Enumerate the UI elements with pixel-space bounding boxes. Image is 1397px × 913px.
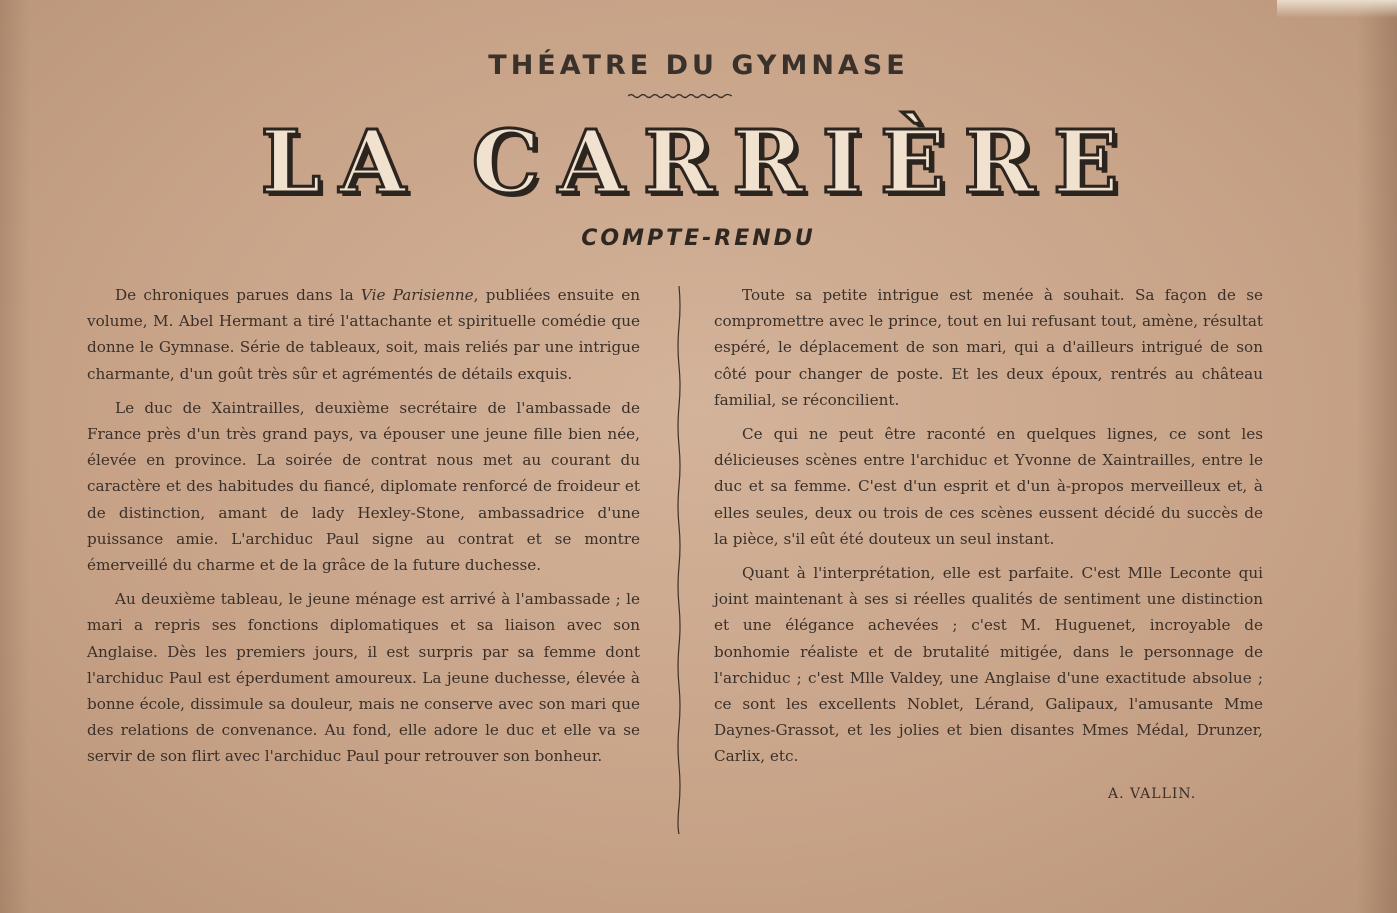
theatre-heading: THÉATRE DU GYMNASE	[488, 50, 909, 81]
review-subtitle: COMPTE-RENDU	[581, 226, 816, 251]
column-divider	[676, 286, 682, 834]
right-paragraph-1: Toute sa petite intrigue est menée à souhait. Sa façon de se compromettre avec le prince, tout en lui refusant tout, amène, résultat espéré, le déplacement de son mari, qui a d'ailleurs intrigué de son côté pour changer de poste. Et les deux époux, rentrés au château familial, se réconcilient.	[714, 286, 1263, 409]
right-paragraph-3: Quant à l'interprétation, elle est parfaite. C'est Mlle Leconte qui joint maintenant à ses si réelles qualités de sentiment une distinction et une élégance achevées ; c'est M. Huguenet, incroyable de bonhomie réaliste et de brutalité mitigée, dans le personnage de l'archiduc ; c'est Mlle Valdey, une Anglaise d'une exactitude absolue ; ce sont les excellents Noblet, Lérand, Galipaux, l'amusante Mme Daynes-Grassot, et les jolies et bien disantes Mmes Médal, Drunzer, Carlix, etc.	[714, 564, 1263, 766]
heading-flourish	[628, 92, 732, 100]
left-paragraph-2: Le duc de Xaintrailles, deuxième secrétaire de l'ambassade de France près d'un très grand pays, va épouser une jeune fille bien née, élevée en province. La soirée de contrat nous met au courant du caractère et des habitudes du fiancé, diplomate renforcé de froideur et de distinction, amant de lady Hexley-Stone, ambassadrice d'une puissance amie. L'archiduc Paul signe au contrat et se montre émerveillé du charme et de la grâce de la future duchesse.	[87, 398, 640, 575]
play-title: LA CARRIÈRE	[260, 112, 1137, 213]
left-paragraph-3: Au deuxième tableau, le jeune ménage est arrivé à l'ambassade ; le mari a repris ses fonctions diplomatiques et sa liaison avec son Anglaise. Dès les premiers jours, il est surpris par sa femme dont l'archiduc Paul est éperdument amoureux. La jeune duchesse, élevée à bonne école, dissimule sa douleur, mais ne conserve avec son mari que des relations de convenance. Au fond, elle adore le duc et elle va se servir de son flirt avec l'archiduc Paul pour retrouver son bonheur.	[87, 590, 640, 766]
vie-parisienne-title: Vie Parisienne	[360, 286, 474, 304]
paper-tear	[1277, 0, 1397, 18]
left-column	[87, 282, 640, 778]
author-signature: A. VALLIN.	[1108, 786, 1197, 802]
right-column	[714, 282, 1263, 778]
p1-text-end: , publiées ensuite en volume, M. Abel Hermant a tiré l'attachante et spirituelle comédie que donne le Gymnase. Série de tableaux, soit, mais reliés par une intrigue charmante, d'un goût très sûr et agrémentés de détails exquis.	[87, 286, 640, 383]
left-paragraph-1	[87, 282, 640, 387]
right-paragraph-2: Ce qui ne peut être raconté en quelques lignes, ce sont les délicieuses scènes entre l'archiduc et Yvonne de Xaintrailles, entre le duc et sa femme. C'est d'un esprit et d'un à-propos merveilleux et, à elles seules, deux ou trois de ces scènes eussent décidé du succès de la pièce, s'il eût été douteux un seul instant.	[714, 425, 1263, 548]
p1-text-start: De chroniques parues dans la	[115, 286, 361, 304]
